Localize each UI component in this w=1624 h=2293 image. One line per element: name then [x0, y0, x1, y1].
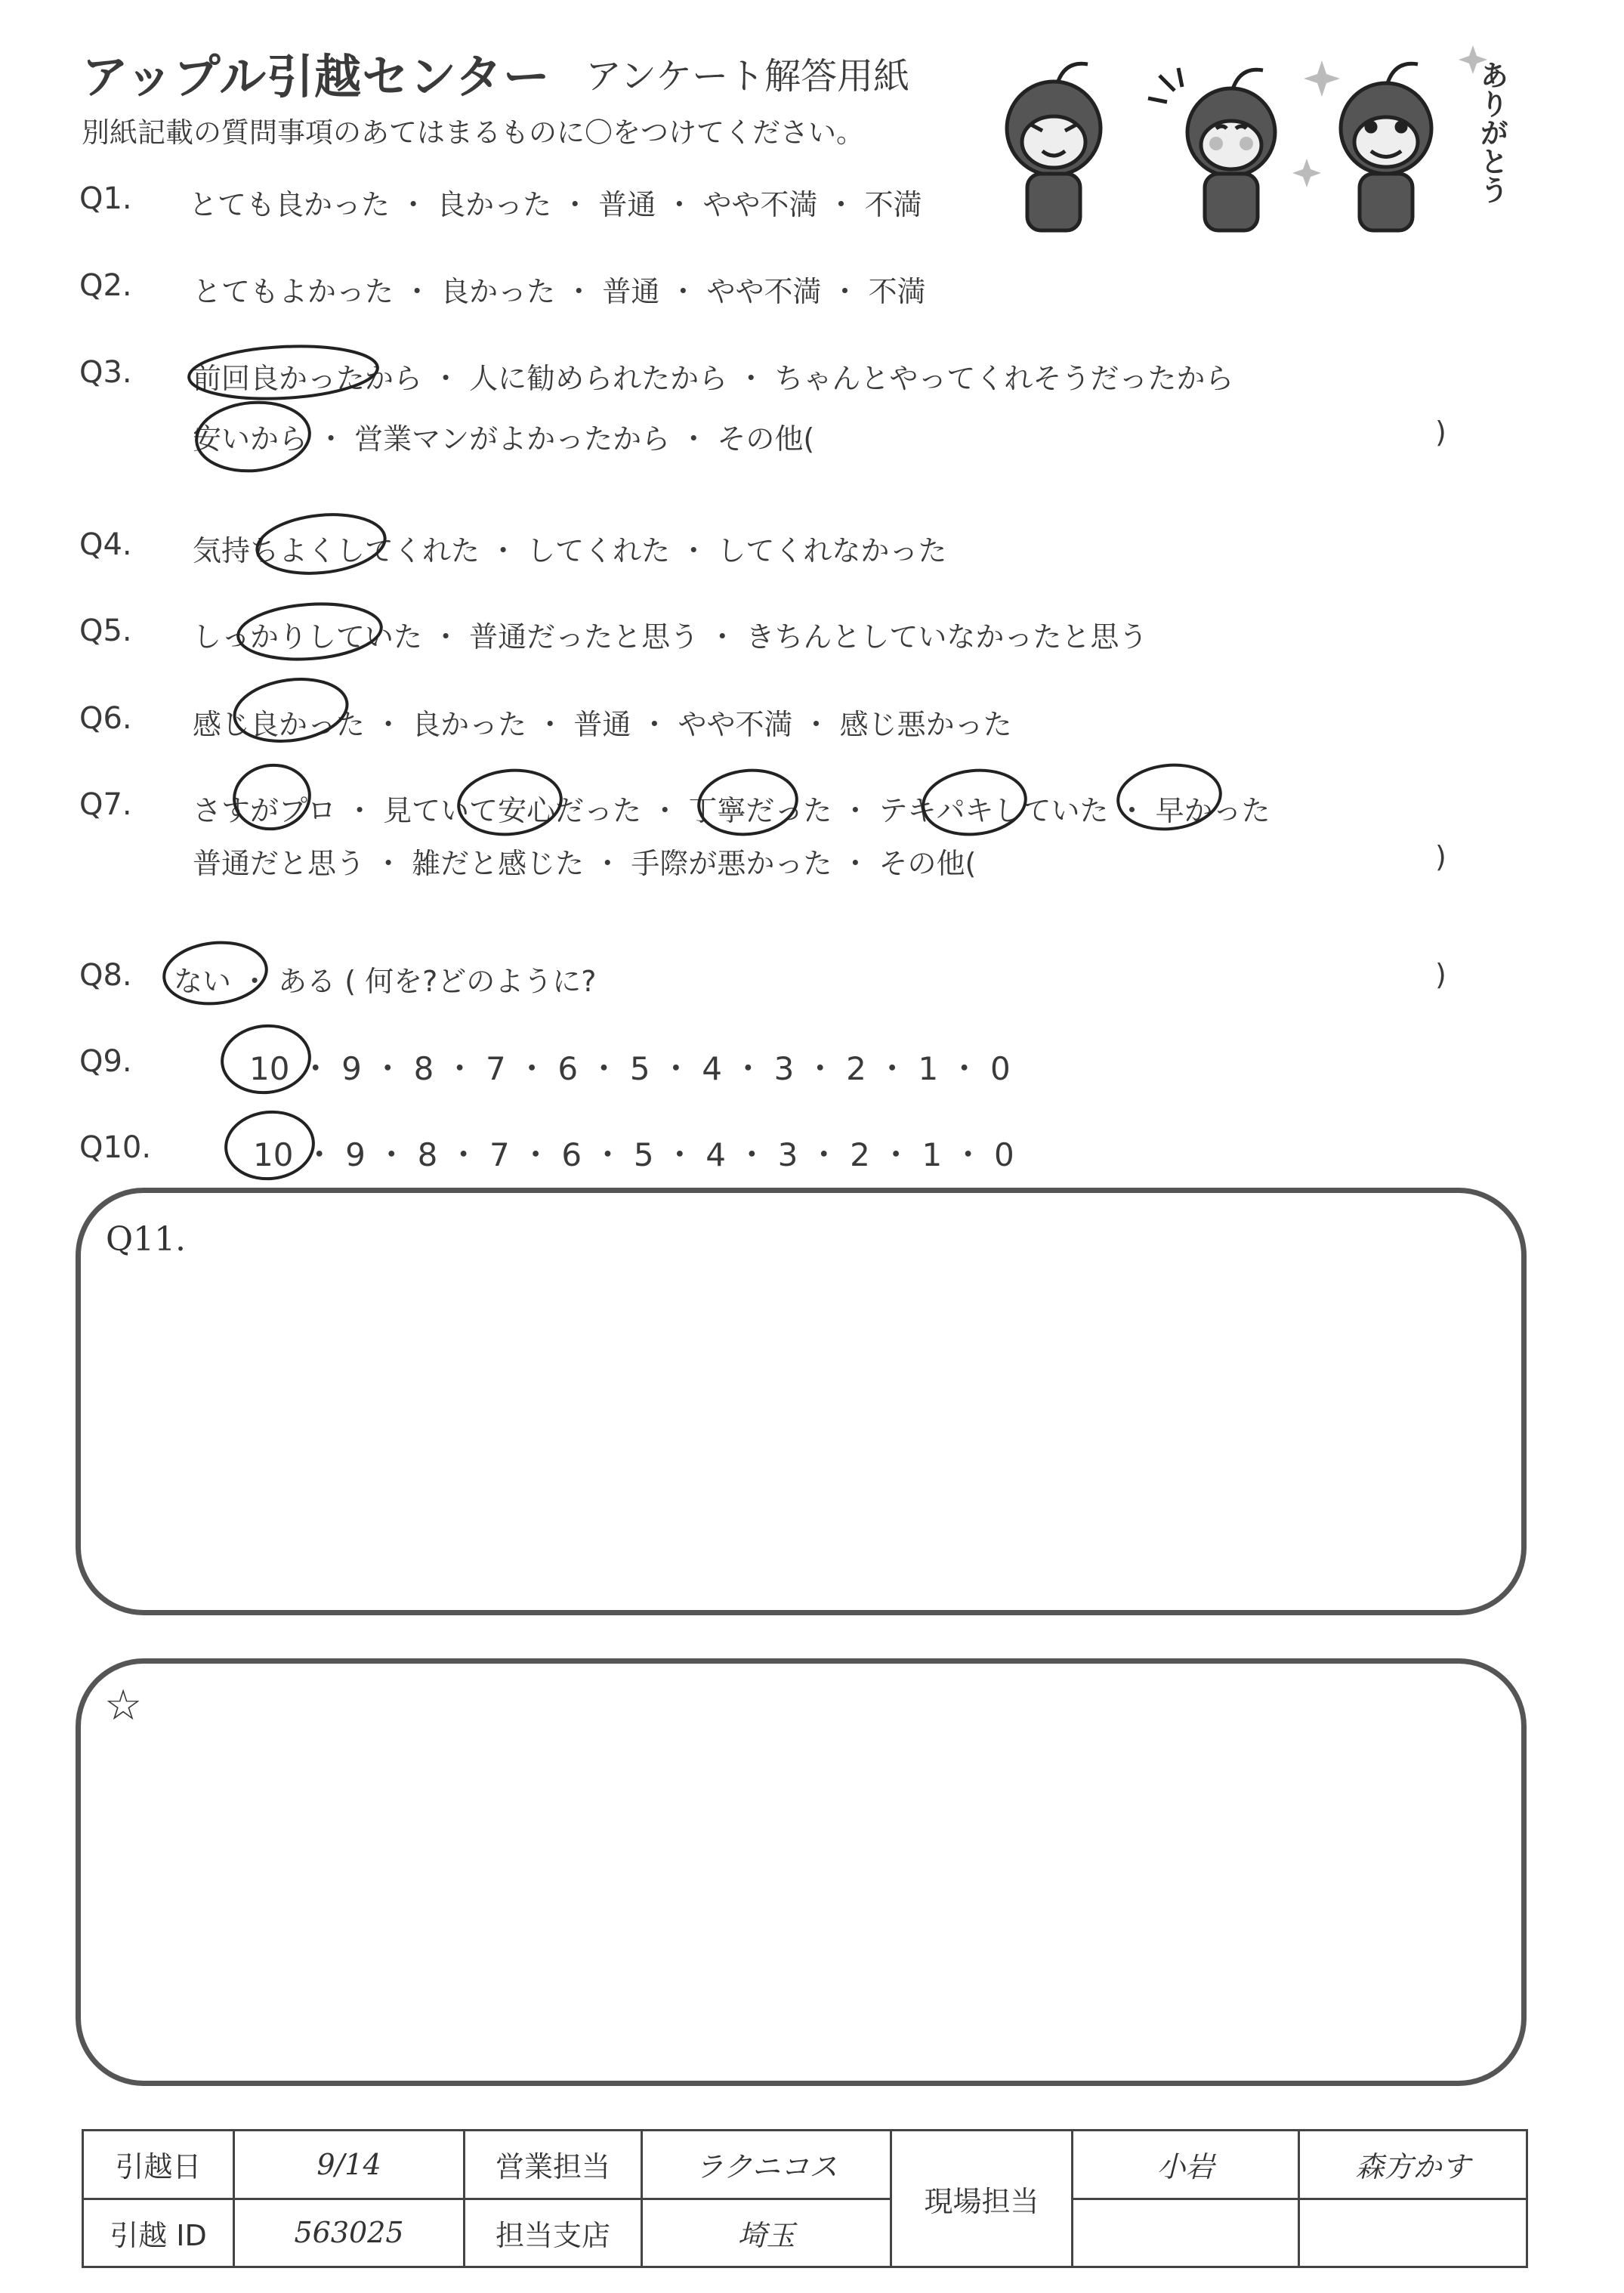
move-id-value: 563025: [234, 2199, 465, 2267]
move-id-label: 引越 ID: [83, 2199, 234, 2267]
circle-mark-q6: [230, 672, 351, 748]
q2-label: Q2.: [79, 268, 132, 303]
circle-mark-q7-pro: [230, 760, 314, 833]
q4-options: 気持ちよくしてくれた ・ してくれた ・ してくれなかった: [193, 534, 947, 567]
q1-options: とても良かった ・ 良かった ・ 普通 ・ やや不満 ・ 不満: [189, 188, 922, 221]
sales-staff-label: 営業担当: [465, 2131, 642, 2199]
q7-label: Q7.: [79, 787, 132, 822]
circle-mark-q7-hayai: [1115, 760, 1224, 834]
q6-label: Q6.: [79, 701, 132, 736]
sales-staff-value: ラクニコス: [642, 2131, 891, 2199]
circle-mark-q4: [254, 508, 387, 579]
move-date-value: 9/14: [234, 2131, 465, 2199]
q8-options: ない ・ ある ( 何を?どのように?: [174, 965, 597, 998]
circle-mark-q8: [161, 938, 270, 1009]
q11-box-label: Q11.: [106, 1220, 187, 1259]
q1-label: Q1.: [79, 181, 132, 216]
q11-comment-box: [76, 1188, 1527, 1615]
form-subtitle: アンケート解答用紙: [585, 55, 910, 97]
q5-label: Q5.: [79, 613, 132, 648]
q2-options: とてもよかった ・ 良かった ・ 普通 ・ やや不満 ・ 不満: [193, 275, 926, 308]
q3-options-line2: 安いから ・ 営業マンがよかったから ・ その他(: [193, 422, 815, 456]
field-staff-1: 小岩: [1073, 2131, 1299, 2199]
instruction-text: 別紙記載の質問事項のあてはまるものに〇をつけてください。: [82, 116, 864, 149]
circle-mark-q7-anshin: [455, 765, 564, 839]
circle-mark-q10: [223, 1108, 317, 1183]
circle-mark-q9: [219, 1021, 313, 1097]
move-date-label: 引越日: [83, 2131, 234, 2199]
star-comment-box: [76, 1658, 1527, 2086]
thanks-badge: ありがとう: [1475, 60, 1508, 204]
circle-mark-q7-teinei: [696, 765, 800, 839]
q4-label: Q4.: [79, 527, 132, 562]
circle-mark-q3-yasui: [193, 398, 312, 476]
field-staff-4: [1299, 2199, 1527, 2267]
circle-mark-q3-maekai: [187, 342, 378, 403]
q6-options: 感じ良かった ・ 良かった ・ 普通 ・ やや不満 ・ 感じ悪かった: [193, 708, 1012, 741]
q8-label: Q8.: [79, 958, 132, 993]
q7-options: さすがプロ ・ 見ていて安心だった ・ 丁寧だった ・ テキパキしていた ・ 早かった: [193, 794, 1270, 827]
q10-options: 10 ・ 9 ・ 8 ・ 7 ・ 6 ・ 5 ・ 4 ・ 3 ・ 2 ・ 1 ・ 0: [253, 1136, 1014, 1173]
q3-close-paren: ): [1435, 416, 1446, 449]
field-staff-3: [1073, 2199, 1299, 2267]
branch-value: 埼玉: [642, 2199, 891, 2267]
q7-options-line2: 普通だと思う ・ 雑だと感じた ・ 手際が悪かった ・ その他(: [193, 847, 977, 880]
field-staff-2: 森方かす: [1299, 2131, 1527, 2199]
q9-label: Q9.: [79, 1044, 132, 1079]
q3-label: Q3.: [79, 355, 132, 390]
q7-close-paren: ): [1435, 840, 1446, 873]
circle-mark-q7-tekipaki: [920, 765, 1029, 839]
q5-options: しっかりしていた ・ 普通だったと思う ・ きちんとしていなかったと思う: [193, 620, 1148, 654]
circle-mark-q5: [236, 599, 384, 663]
move-info-table: [82, 2129, 1528, 2268]
field-staff-label: 現場担当: [891, 2131, 1073, 2267]
q3-options: 前回良かったから ・ 人に勧められたから ・ ちゃんとやってくれそうだったから: [193, 362, 1234, 395]
q8-close-paren: ): [1435, 958, 1446, 991]
company-title: アップル引越センター: [82, 49, 551, 104]
q10-label: Q10.: [79, 1130, 152, 1165]
star-box-label: ☆: [104, 1681, 143, 1730]
branch-label: 担当支店: [465, 2199, 642, 2267]
q9-options: 10 ・ 9 ・ 8 ・ 7 ・ 6 ・ 5 ・ 4 ・ 3 ・ 2 ・ 1 ・ 0: [249, 1050, 1011, 1087]
